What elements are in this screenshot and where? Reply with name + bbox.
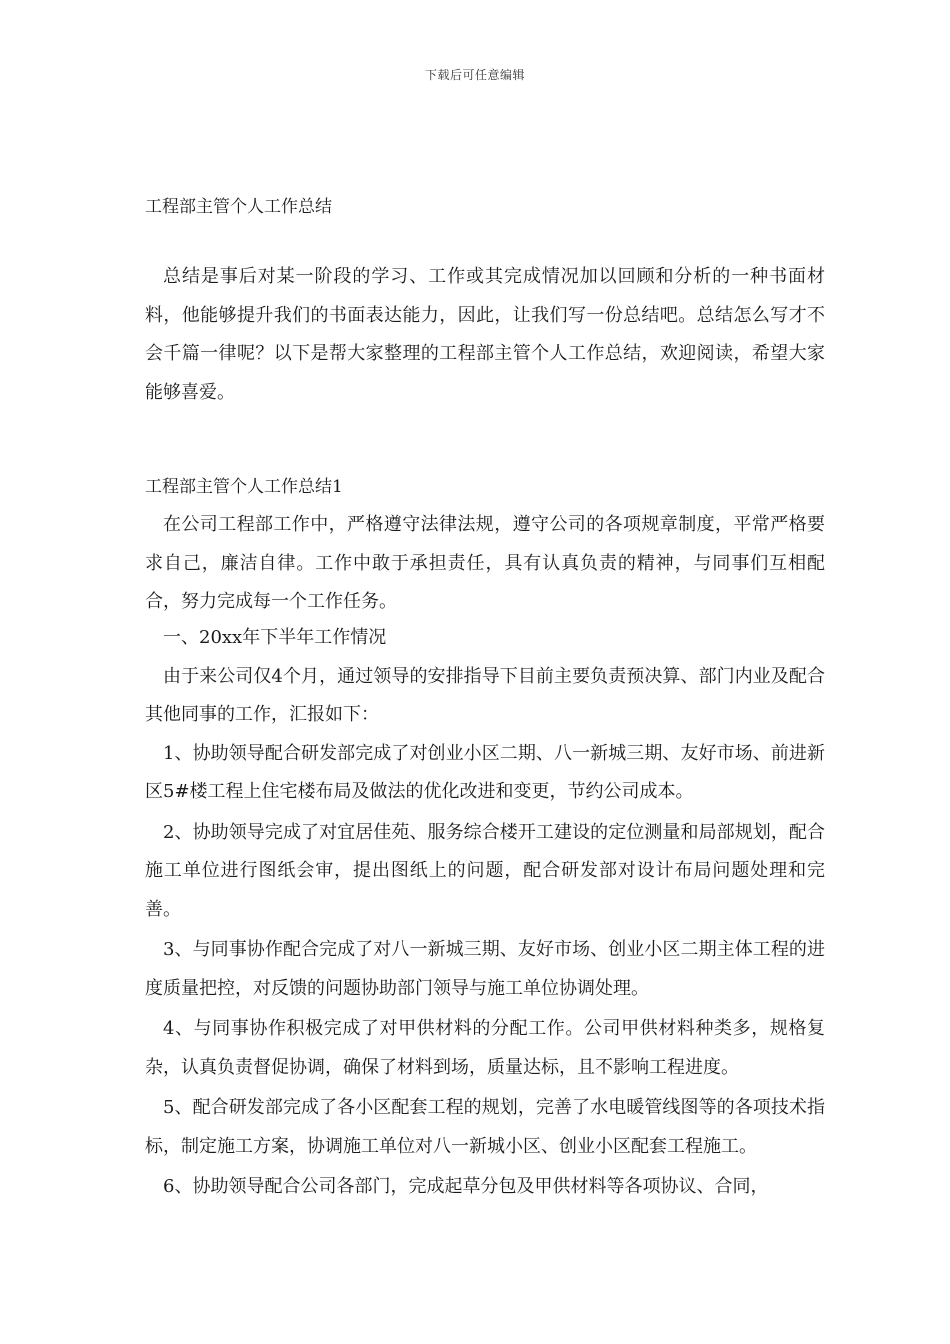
list-item: 5、配合研发部完成了各小区配套工程的规划，完善了水电暖管线图等的各项技术指标，制定施工方案，协调施工单位对八一新城小区、创业小区配套工程施工。	[145, 1097, 825, 1157]
list-item: 4、与同事协作积极完成了对甲供材料的分配工作。公司甲供材料种类多，规格复杂，认真负责督促协调，确保了材料到场，质量达标，且不影响工程进度。	[145, 1018, 825, 1078]
page-header: 下载后可任意编辑	[424, 68, 525, 82]
document-title: 工程部主管个人工作总结	[145, 197, 332, 217]
list-item: 6、协助领导配合公司各部门，完成起草分包及甲供材料等各项协议、合同，	[163, 1176, 769, 1197]
intro-paragraph: 总结是事后对某一阶段的学习、工作或其完成情况加以回顾和分析的一种书面材料，他能够提升我们的书面表达能力，因此，让我们写一份总结吧。总结怎么写才不会千篇一律呢？以下是帮大家整理的工程部主管个人工作总结，欢迎阅读，希望大家能够喜爱。	[145, 266, 825, 403]
list-item: 1、协助领导配合研发部完成了对创业小区二期、八一新城三期、友好市场、前进新区5#楼工程上住宅楼布局及做法的优化改进和变更，节约公司成本。	[145, 742, 825, 802]
section-title: 工程部主管个人工作总结1	[145, 477, 343, 497]
sub-heading: 一、20xx年下半年工作情况	[163, 626, 387, 648]
list-item: 3、与同事协作配合完成了对八一新城三期、友好市场、创业小区二期主体工程的进度质量把控，对反馈的问题协助部门领导与施工单位协调处理。	[145, 939, 825, 999]
document-body	[145, 192, 825, 1209]
list-item: 2、协助领导完成了对宜居佳苑、服务综合楼开工建设的定位测量和局部规划，配合施工单位进行图纸会审，提出图纸上的问题，配合研发部对设计布局问题处理和完善。	[145, 821, 825, 920]
paragraph: 在公司工程部工作中，严格遵守法律法规，遵守公司的各项规章制度，平常严格要求自己，廉洁自律。工作中敢于承担责任，具有认真负责的精神，与同事们互相配合，努力完成每一个工作任务。	[145, 514, 825, 612]
paragraph: 由于来公司仅4个月，通过领导的安排指导下目前主要负责预决算、部门内业及配合其他同事的工作，汇报如下：	[145, 665, 825, 725]
